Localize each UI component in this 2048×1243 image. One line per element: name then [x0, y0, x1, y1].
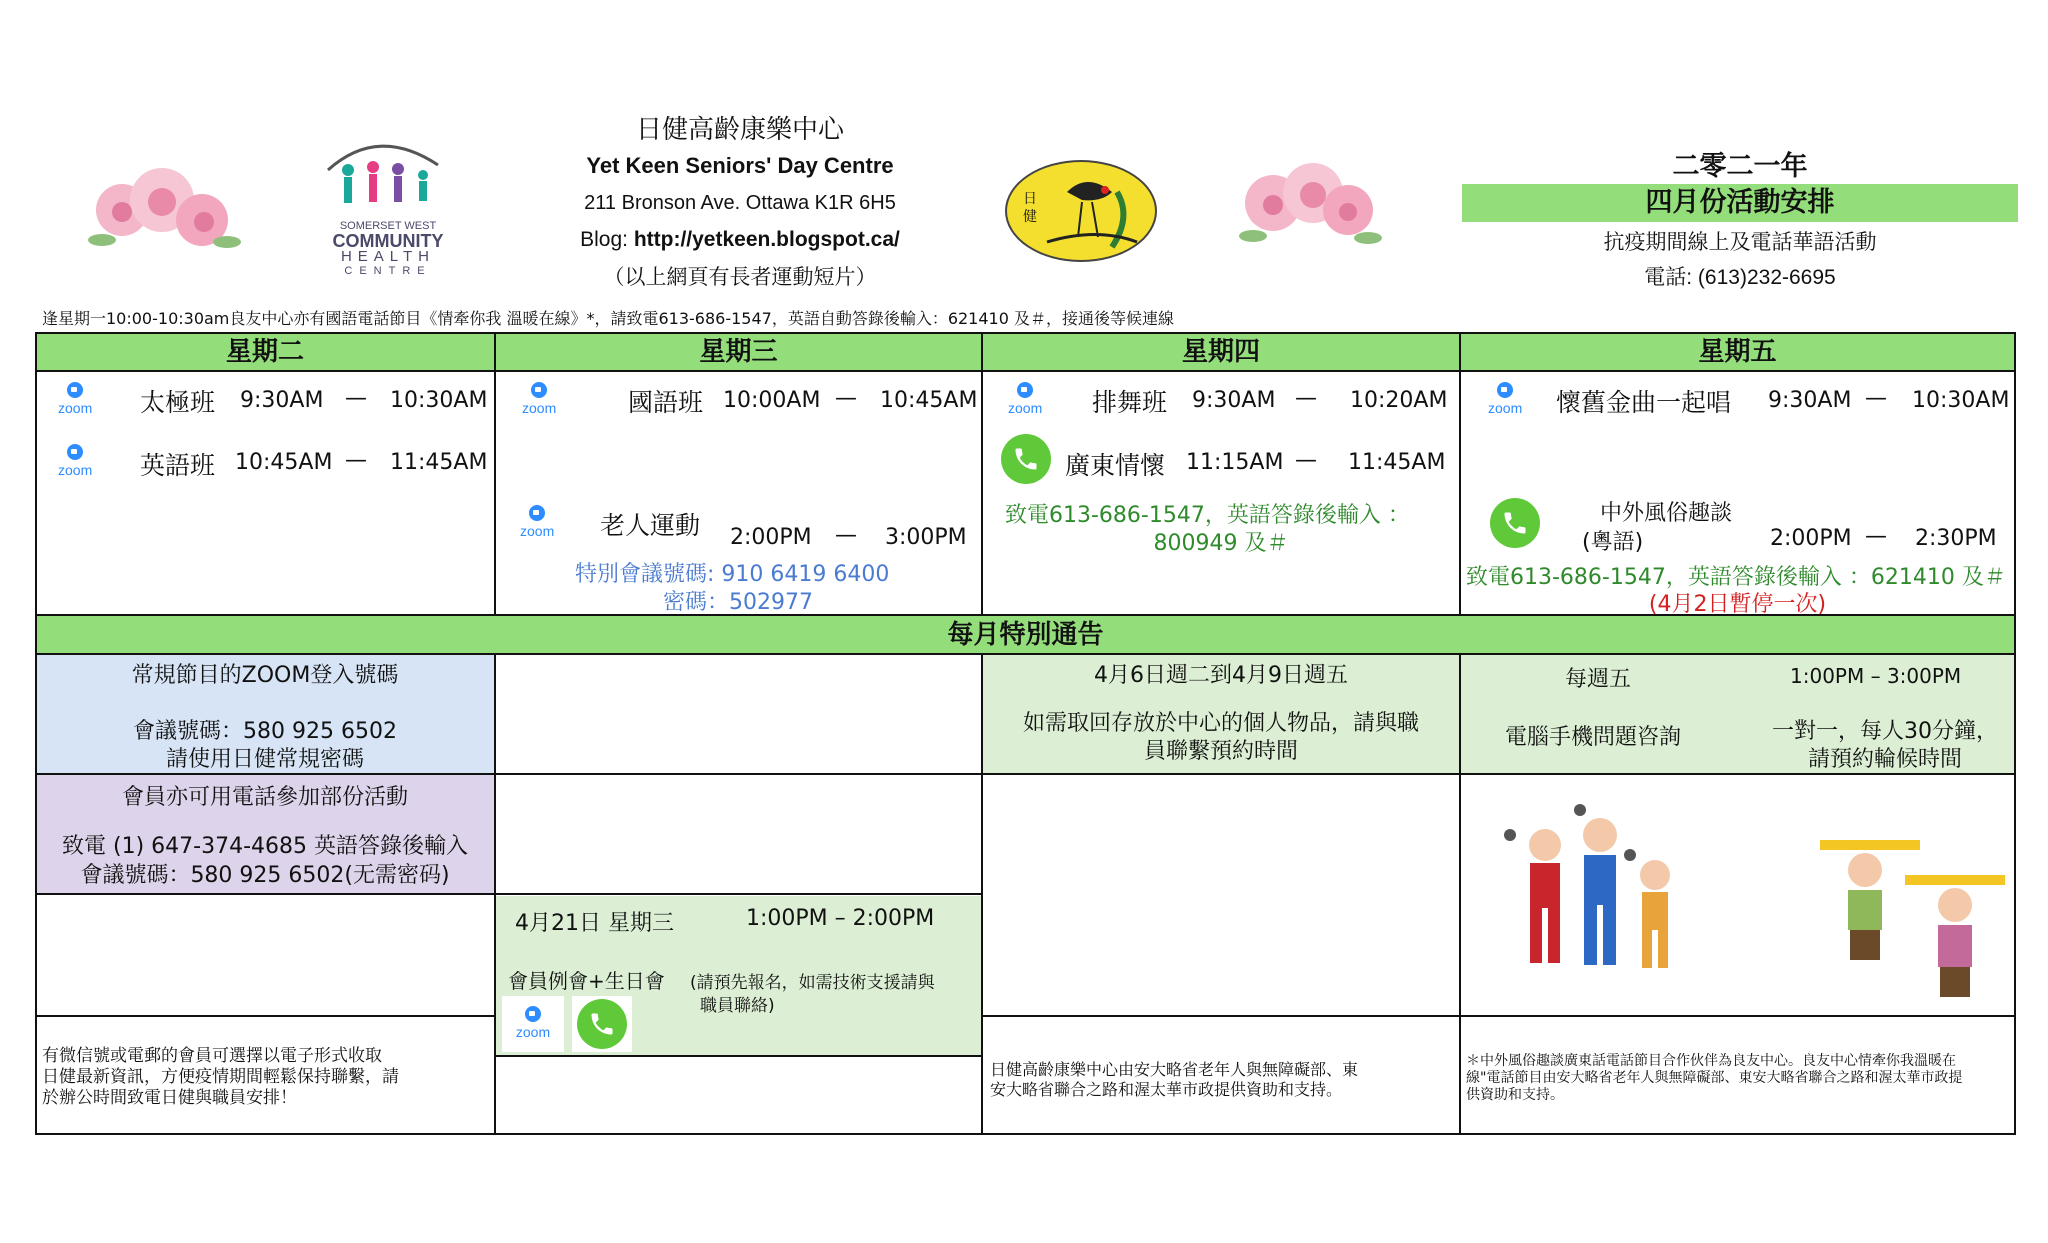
month-title: 四月份活動安排 [1462, 184, 2018, 222]
tech-help-title: 電腦手機問題咨詢 [1505, 725, 1682, 750]
blog-link[interactable]: http://yetkeen.blogspot.ca/ [633, 228, 900, 251]
cantonese-dash: — [1295, 448, 1317, 473]
footer-right-1: ＊中外風俗趣談廣東話電話節目合作伙伴為良友中心。良友中心情牽你我溫暖在 [1466, 1053, 1956, 1069]
senior-exercise-dash: — [835, 523, 857, 548]
phone-info-title: 會員亦可用電話參加部份活動 [121, 785, 408, 810]
special-meeting-password: 密碼：502977 [663, 590, 813, 615]
customs-talk-language: (粵語) [1582, 530, 1644, 555]
english-end: 11:45AM [390, 450, 488, 475]
logo-line-2: COMMUNITY [332, 231, 444, 251]
oldies-singing-name: 懷舊金曲一起唱 [1556, 388, 1732, 417]
zoom-icon[interactable]: zoom [502, 1006, 564, 1040]
customs-talk-name: 中外風俗趣談 [1600, 501, 1733, 526]
line-dance-dash: — [1295, 386, 1317, 411]
cantonese-call-info: 致電613-686-1547，英語答錄後輸入 ： [1005, 503, 1410, 528]
cantonese-program-name: 廣東情懷 [1065, 451, 1166, 480]
english-start: 10:45AM [235, 450, 333, 475]
zoom-info-password: 請使用日健常規密碼 [165, 747, 364, 772]
footer-left-3: 於辦公時間致電日健與職員安排！ [42, 1088, 297, 1108]
tech-help-time: 1:00PM – 3:00PM [1790, 664, 1962, 688]
footer-mid-1: 日健高齡康樂中心由安大略省老年人與無障礙部、東 [990, 1060, 1359, 1079]
logo-line-4: CENTRE [344, 265, 432, 277]
flower-decoration-left-icon [82, 150, 247, 260]
mandarin-dash: — [835, 386, 857, 411]
cantonese-start: 11:15AM [1186, 450, 1284, 475]
mandarin-start: 10:00AM [723, 388, 821, 413]
meeting-date: 4月21日 星期三 [515, 911, 674, 936]
mandarin-class-name: 國語班 [628, 388, 704, 417]
tech-help-day: 每週五 [1565, 667, 1632, 692]
customs-talk-dash: — [1865, 524, 1887, 549]
people-figures-icon [318, 135, 458, 215]
flower-decoration-right-icon [1228, 148, 1393, 258]
day-header-wednesday: 星期三 [699, 337, 778, 367]
tai-chi-dash: — [345, 386, 367, 411]
center-name-en: Yet Keen Seniors' Day Centre [586, 153, 894, 178]
footer-mid-2: 安大略省聯合之路和渥太華市政提供資助和支持。 [990, 1080, 1343, 1099]
meeting-note-1: (請預先報名，如需技術支援請與 [690, 973, 935, 993]
tech-help-detail-2: 請預約輪候時間 [1807, 747, 1962, 772]
line-dance-name: 排舞班 [1092, 388, 1168, 417]
phone-info-line1: 致電 (1) 647-374-4685 英語答錄後輸入 [62, 834, 468, 859]
zoom-icon[interactable]: zoom [58, 382, 92, 416]
meeting-time: 1:00PM – 2:00PM [746, 906, 935, 931]
line-dance-start: 9:30AM [1192, 388, 1276, 413]
center-name-zh: 日健高齡康樂中心 [635, 115, 844, 145]
program-subtitle: 抗疫期間線上及電話華語活動 [1603, 230, 1877, 254]
phone-info-line2: 會議號碼：580 925 6502(无需密码) [80, 863, 450, 888]
footer-left-1: 有微信號或電郵的會員可選擇以電子形式收取 [42, 1046, 382, 1066]
seniors-stretching-illustration-icon [1810, 820, 2010, 1010]
tai-chi-end: 10:30AM [390, 388, 488, 413]
tech-help-detail-1: 一對一，每人30分鐘， [1772, 719, 1998, 744]
phone-call-icon[interactable] [1490, 498, 1540, 548]
oldies-start: 9:30AM [1768, 388, 1852, 413]
zoom-icon[interactable]: zoom [1008, 382, 1042, 416]
customs-talk-pause-note: (4月2日暫停一次) [1648, 592, 1827, 617]
customs-talk-end: 2:30PM [1915, 526, 1997, 551]
phone-icon-box [572, 996, 632, 1052]
meeting-title: 會員例會+生日會 [508, 969, 665, 993]
year-title: 二零二一年 [1672, 151, 1808, 182]
pickup-notice-line1: 如需取回存放於中心的個人物品，請與職 [1022, 711, 1419, 736]
zoom-icon-box [502, 996, 564, 1052]
zoom-icon[interactable]: zoom [520, 505, 554, 539]
pickup-notice-title: 4月6日週二到4月9日週五 [1094, 663, 1348, 688]
day-header-friday: 星期五 [1698, 337, 1777, 367]
day-header-thursday: 星期四 [1181, 337, 1260, 367]
centre-phone: 電話: (613)232-6695 [1644, 266, 1836, 289]
videos-note: （以上網頁有長者運動短片） [603, 265, 877, 289]
phone-call-icon[interactable] [577, 999, 627, 1049]
tai-chi-start: 9:30AM [240, 388, 324, 413]
zoom-info-meeting: 會議號碼：580 925 6502 [133, 719, 397, 744]
monday-notice: 逢星期一10:00-10:30am良友中心亦有國語電話節目《情牽你我 溫暖在線》*，請致電613-686-1547，英語自動答錄後輸入：621410 及＃，接通後等候連線 [42, 309, 1174, 328]
center-address: 211 Bronson Ave. Ottawa K1R 6H5 [584, 192, 896, 214]
yet-keen-seal-logo [1005, 160, 1157, 262]
monthly-notice-title: 每月特別通告 [947, 620, 1104, 650]
oldies-dash: — [1865, 386, 1887, 411]
zoom-icon[interactable]: zoom [1488, 382, 1522, 416]
seal-char-1: 日 [1023, 191, 1037, 207]
customs-talk-call-info: 致電613-686-1547，英語答錄後輸入 ：621410 及＃ [1466, 565, 2006, 590]
seniors-exercising-illustration-icon [1490, 795, 1700, 985]
senior-exercise-name: 老人運動 [600, 511, 701, 540]
footer-right-3: 供資助和支持。 [1466, 1087, 1564, 1103]
customs-talk-start: 2:00PM [1770, 526, 1852, 551]
oldies-end: 10:30AM [1912, 388, 2010, 413]
logo-line-3: HEALTH [340, 248, 436, 265]
senior-exercise-end: 3:00PM [885, 525, 967, 550]
pickup-notice-line2: 員聯繫預約時間 [1143, 739, 1298, 764]
meeting-note-2: 職員聯絡) [700, 996, 775, 1016]
footer-right-2: 線"電話節目由安大略省老年人與無障礙部、東安大略省聯合之路和渥太華市政提 [1466, 1070, 1963, 1086]
cantonese-end: 11:45AM [1348, 450, 1446, 475]
special-meeting-number: 特別會議號碼: 910 6419 6400 [575, 562, 890, 587]
seal-char-2: 健 [1023, 209, 1037, 225]
mandarin-end: 10:45AM [880, 388, 978, 413]
english-dash: — [345, 448, 367, 473]
phone-call-icon[interactable] [1001, 434, 1051, 484]
zoom-icon[interactable]: zoom [522, 382, 556, 416]
logo-line-1: SOMERSET WEST [339, 220, 437, 232]
somerset-west-logo [318, 135, 458, 285]
footer-left-2: 日健最新資訊，方便疫情期間輕鬆保持聯繫，請 [42, 1067, 399, 1087]
tai-chi-class-name: 太極班 [140, 388, 216, 417]
zoom-icon[interactable]: zoom [58, 444, 92, 478]
english-class-name: 英語班 [140, 451, 216, 480]
day-header-tuesday: 星期二 [225, 337, 304, 367]
line-dance-end: 10:20AM [1350, 388, 1448, 413]
blog-label: Blog: [580, 228, 634, 251]
senior-exercise-start: 2:00PM [730, 525, 812, 550]
zoom-info-title: 常規節目的ZOOM登入號碼 [131, 663, 399, 688]
cantonese-call-code: 800949 及＃ [1153, 531, 1289, 556]
